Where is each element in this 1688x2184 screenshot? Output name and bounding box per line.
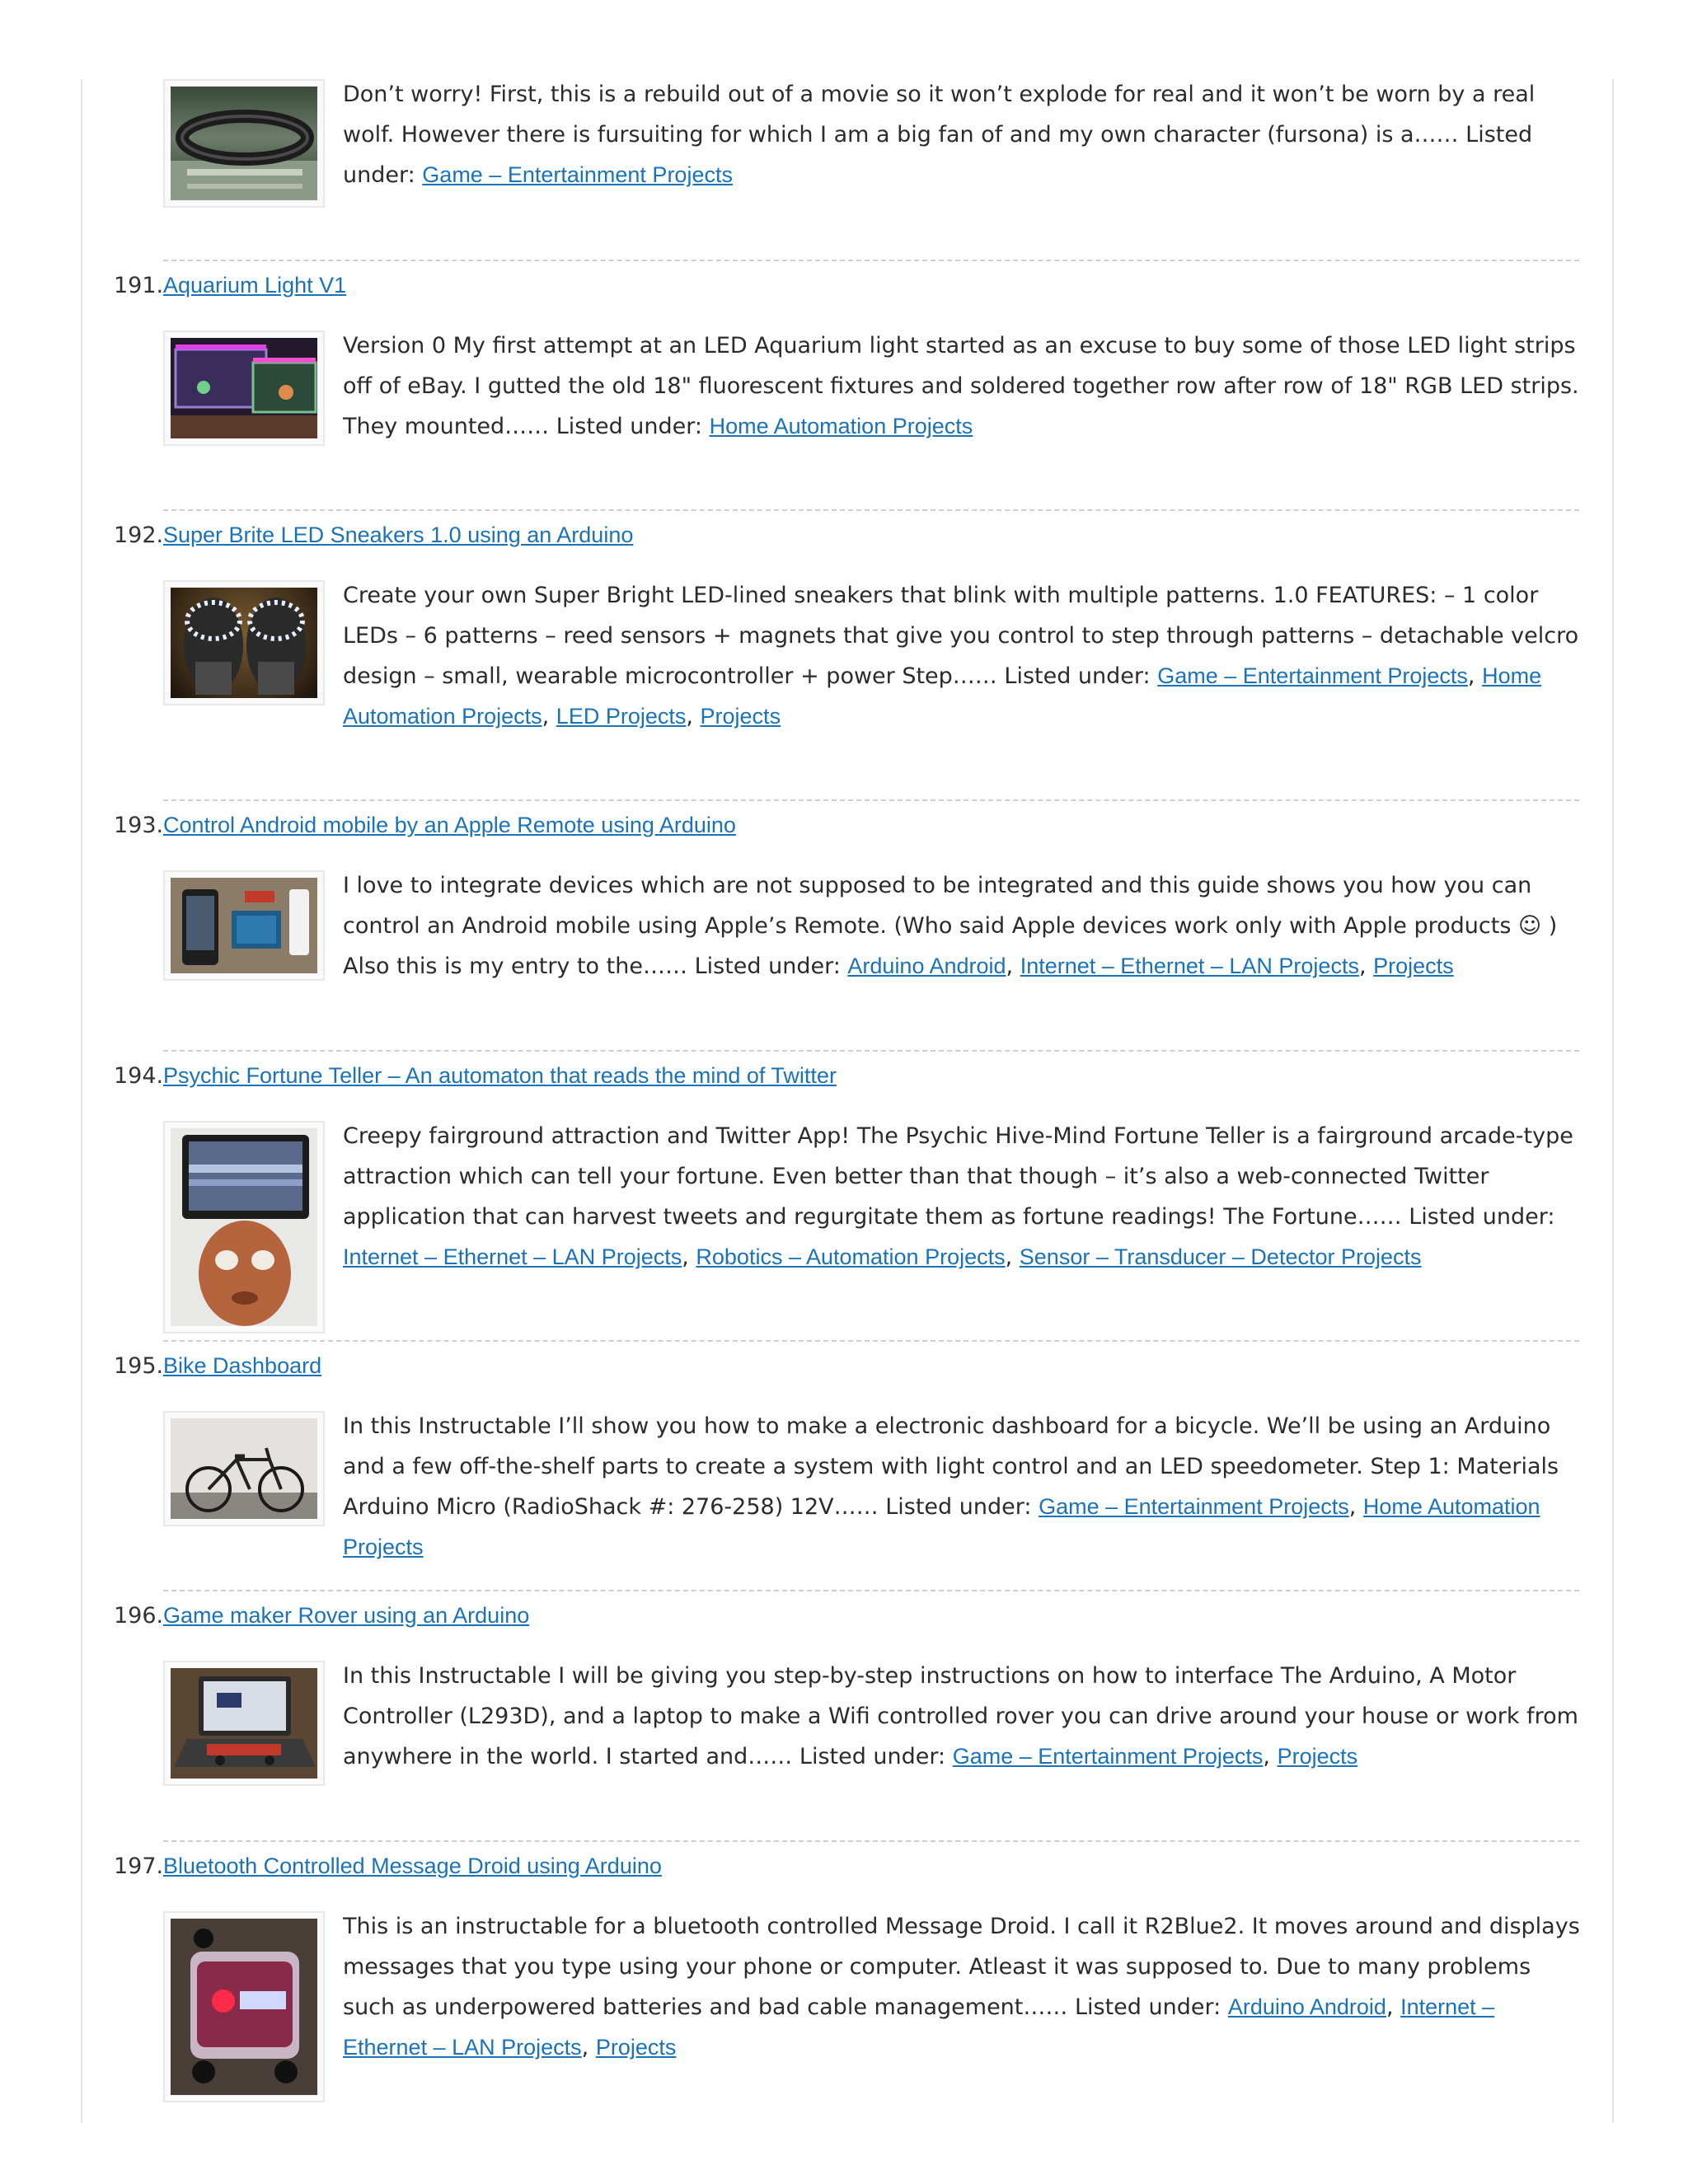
- aquarium-art: [171, 338, 317, 438]
- category-link[interactable]: Sensor – Transducer – Detector Projects: [1019, 1244, 1422, 1269]
- entry-title-link[interactable]: Psychic Fortune Teller – An automaton that reads the mind of Twitter: [163, 1063, 837, 1088]
- entry-number: 195.: [114, 1353, 164, 1379]
- category-link[interactable]: Game – Entertainment Projects: [1039, 1494, 1349, 1519]
- category-link[interactable]: Projects: [1373, 954, 1454, 978]
- category-link[interactable]: Home Automation Projects: [709, 414, 973, 438]
- entry-number: 194.: [114, 1063, 164, 1089]
- category-link[interactable]: Internet – Ethernet – LAN Projects: [343, 1994, 1495, 2060]
- category-link[interactable]: Internet – Ethernet – LAN Projects: [343, 1244, 682, 1269]
- entry-number: 197.: [114, 1854, 164, 1879]
- entry-title-link[interactable]: Bike Dashboard: [163, 1353, 322, 1378]
- category-link[interactable]: Arduino Android: [847, 954, 1006, 978]
- category-link[interactable]: Internet – Ethernet – LAN Projects: [1020, 954, 1359, 978]
- category-link[interactable]: Robotics – Automation Projects: [696, 1244, 1006, 1269]
- entry-description: In this Instructable I will be giving you step-by-step instructions on how to interface The Arduino, A Motor Controller (L293D), and a laptop to make a Wifi controlled rover you can drive around your house or work from anywhere in the world. I started and…… Listed under: Game – Entertainment Projects, Projects: [343, 1663, 1578, 1769]
- android-remote-image[interactable]: [163, 870, 325, 981]
- entry-header: [114, 1050, 1579, 1098]
- entry-description: Create your own Super Bright LED-lined sneakers that blink with multiple patterns. 1.0 FEATURES: – 1 color LEDs – 6 patterns – reed sensors + magnets that give you control to step through patterns – detachable velcro design – small, wearable microcontroller + power Step…… Listed under: Game – Entertainment Projects, Home Automation Projects, LED Projects, Projects: [343, 583, 1579, 729]
- list-item: [114, 799, 1579, 979]
- entry-description: Creepy fairground attraction and Twitter App! The Psychic Hive-Mind Fortune Teller is a fairground arcade-type attraction which can tell your fortune. Even better than that though – it’s also a web-connected Twitter application that can harvest tweets and regurgitate them as fortune readings! The Fortune…… Listed under: Internet – Ethernet – LAN Projects, Robotics – Automation Projects, Sensor – Transducer – Detector Projects: [343, 1123, 1573, 1270]
- rover-laptop-art: [171, 1668, 317, 1779]
- entry-number: 196.: [114, 1603, 164, 1629]
- list-item: [114, 1050, 1579, 1270]
- category-link[interactable]: Projects: [1277, 1744, 1358, 1769]
- list-item: [114, 509, 1579, 729]
- entry-header: [114, 1340, 1579, 1388]
- entry-header: [114, 1590, 1579, 1638]
- bicycle-art: [171, 1418, 317, 1519]
- category-link[interactable]: Game – Entertainment Projects: [422, 162, 733, 187]
- message-droid-image[interactable]: [163, 1911, 325, 2102]
- list-item: [114, 260, 1579, 439]
- message-droid-art: [171, 1919, 317, 2095]
- wolf-collar-image[interactable]: [163, 79, 325, 208]
- entry-title-link[interactable]: Super Brite LED Sneakers 1.0 using an Arduino: [163, 523, 634, 547]
- entry-header: [114, 799, 1579, 847]
- category-link[interactable]: Game – Entertainment Projects: [952, 1744, 1264, 1769]
- entry-title-link[interactable]: Aquarium Light V1: [163, 273, 347, 298]
- entry-header: [114, 1840, 1579, 1888]
- entry-number: 193.: [114, 813, 164, 838]
- category-link[interactable]: Home Automation Projects: [343, 1494, 1540, 1559]
- entry-description: This is an instructable for a bluetooth controlled Message Droid. I call it R2Blue2. It moves around and displays messages that you type using your phone or computer. Atleast it was supposed to. Due to many problems such as underpowered batteries and bad cable management…… Listed under: Arduino Android, Internet – Ethernet – LAN Projects, Projects: [343, 1914, 1580, 2060]
- list-item: [114, 1840, 1580, 2060]
- category-link[interactable]: Arduino Android: [1227, 1994, 1386, 2019]
- entry-description: In this Instructable I’ll show you how to make a electronic dashboard for a bicycle. We’ll be using an Arduino and a few off-the-shelf parts to create a system with light control and an LED speedometer. Step 1: Materials Arduino Micro (RadioShack #: 276-258) 12V…… Listed under: Game – Entertainment Projects, Home Automation Projects: [343, 1413, 1559, 1559]
- entry-description: Version 0 My first attempt at an LED Aquarium light started as an excuse to buy some of those LED light strips off of eBay. I gutted the old 18" fluorescent fixtures and soldered together row after row of 18" RGB LED strips. They mounted…… Listed under: Home Automation Projects: [343, 333, 1579, 439]
- entry-number: 192.: [114, 523, 164, 548]
- entry-title-link[interactable]: Bluetooth Controlled Message Droid using Arduino: [163, 1854, 662, 1878]
- led-sneakers-art: [171, 588, 317, 698]
- entry-header: [114, 509, 1579, 557]
- entry-number: 191.: [114, 273, 164, 298]
- fortune-teller-image[interactable]: [163, 1121, 325, 1333]
- android-remote-art: [171, 878, 317, 973]
- category-link[interactable]: Game – Entertainment Projects: [1157, 663, 1468, 688]
- aquarium-image[interactable]: [163, 330, 325, 446]
- entry-header: [114, 260, 1579, 307]
- led-sneakers-image[interactable]: [163, 580, 325, 705]
- list-item: [114, 1590, 1579, 1769]
- entry-description: Don’t worry! First, this is a rebuild out of a movie so it won’t explode for real and it won’t be worn by a real wolf. However there is fursuiting for which I am a big fan of and my own character (fursona) is a…… Listed under: Game – Entertainment Projects: [343, 82, 1536, 188]
- category-link[interactable]: Projects: [595, 2035, 677, 2060]
- bicycle-image[interactable]: [163, 1411, 325, 1526]
- category-link[interactable]: Projects: [700, 704, 781, 729]
- entry-title-link[interactable]: Control Android mobile by an Apple Remote using Arduino: [163, 813, 736, 837]
- category-link[interactable]: LED Projects: [556, 704, 687, 729]
- fortune-teller-art: [171, 1128, 317, 1326]
- entry-title-link[interactable]: Game maker Rover using an Arduino: [163, 1603, 530, 1628]
- wolf-collar-art: [171, 87, 317, 200]
- rover-laptop-image[interactable]: [163, 1661, 325, 1786]
- list-item: [114, 1340, 1579, 1559]
- category-link[interactable]: Home Automation Projects: [343, 663, 1542, 729]
- entry-description: I love to integrate devices which are not supposed to be integrated and this guide shows you how you can control an Android mobile using Apple’s Remote. (Who said Apple devices work only with Apple products ☺ ) Also this is my entry to the…… Listed under: Arduino Android, Internet – Ethernet – LAN Projects, Projects: [343, 873, 1558, 979]
